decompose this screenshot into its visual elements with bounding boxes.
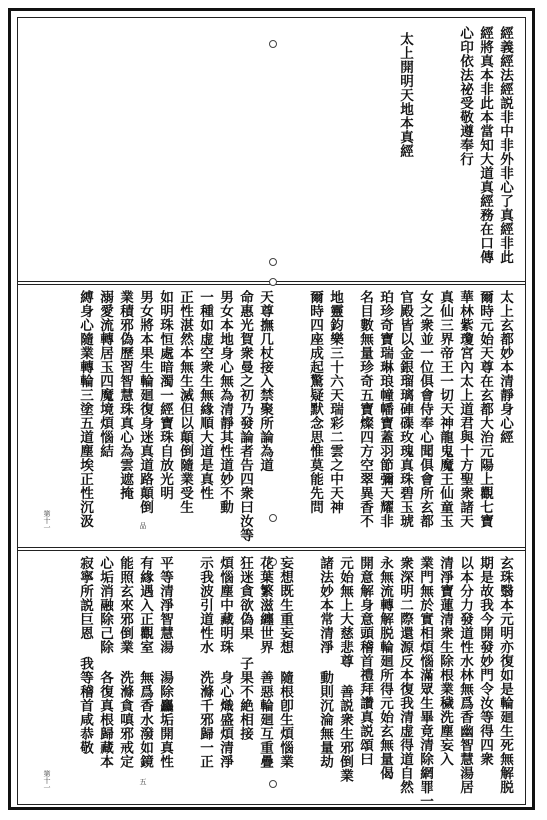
binding-hole-icon — [269, 278, 277, 286]
folio-marker: 第十一 — [43, 770, 51, 791]
text-column: 地靈鈞樂三十六天瑞彩二雲之中天神 — [327, 290, 343, 514]
text-column: 官殿皆以金銀瑠璃硨磲玫瑰真珠碧玉琥 — [397, 290, 413, 528]
verse-line: 花葉繁滋纏世界 善惡輪廻互重疊 — [257, 556, 273, 769]
verse-line: 示我波引道性水 洗滌千邪歸一正 — [197, 556, 213, 769]
binding-hole-icon — [269, 514, 277, 522]
scripture-page — [8, 8, 535, 810]
sutra-title: 太上開明天地本真經 — [397, 32, 413, 158]
verse-line: 心垢消融除己除 各復真根歸藏本 — [97, 556, 113, 769]
verse-line: 能照玄來邪倒業 洗滌貪嗔邪戒定 — [117, 556, 133, 769]
top-panel — [17, 17, 526, 285]
text-column: 溺愛流轉居玉四魔境煩惱結 — [97, 290, 113, 458]
text-column: 業積邪偽歷習智慧珠真心為雲遮掩 — [117, 290, 133, 500]
text-column: 永無流轉解脱輪廻所得元始玄無量偈 — [377, 556, 393, 780]
text-column: 真仙三界帝王一切天神龍鬼魔王仙童玉 — [437, 290, 453, 528]
text-column: 心印依法祕受敬遵奉行 — [457, 26, 473, 166]
binding-hole-icon — [269, 258, 277, 266]
text-column: 縛身心隨業轉輪三塗五道塵埃正性沉汲 — [77, 290, 93, 528]
verse-line: 諸法妙本常清淨 動則沉淪無量劫 — [317, 556, 333, 769]
text-column: 名目數無量珍奇五寶燦四方空翠異香不 — [357, 290, 373, 528]
text-column: 男女將本果生輪廻復身迷真道路顛倒 — [137, 290, 153, 514]
text-column: 如明珠恒處暗濁一經寶珠自放光明 — [157, 290, 173, 500]
text-column: 正性湛然本無生滅但以顛倒隨業受生 — [177, 290, 193, 514]
text-column: 經義經法經説非中非外非心了真經非此 — [497, 26, 513, 264]
text-column: 女之衆並一位俱會侍奉心聞俱會所玄都 — [417, 290, 433, 528]
text-column: 清淨寶蓮清衆生除根業穢洗塵妄入 — [437, 556, 453, 766]
text-column: 玄珠翳本元明亦復如是輪廻生死無解脱 — [497, 556, 513, 794]
verse-line: 妄想既生重妄想 隨根卽生煩惱業 — [277, 556, 293, 769]
verse-line: 狂迷貪欲偽果 子果不絶相接 — [237, 556, 253, 741]
folio-marker: 品 — [139, 522, 147, 529]
verse-line: 煩惱塵中藏明珠 身心熾盛煩清淨 — [217, 556, 233, 769]
text-column: 太上玄都妙本清靜身心經 — [497, 290, 513, 444]
folio-marker: 第十一 — [43, 510, 51, 531]
text-column: 華林紫瓊宮內太上道君與十方聖衆諸天 — [457, 290, 473, 528]
text-column: 業門無於實相煩惱滿眾生畢竟清除網罪一 — [417, 556, 433, 808]
text-column: 爾時元始天尊在玄都大治元陽上觀七寶 — [477, 290, 493, 528]
text-column: 期是故我今開發妙門令汝等得四衆 — [477, 556, 493, 766]
bottom-panel — [17, 547, 526, 808]
folio-marker: 五 — [139, 778, 147, 785]
verse-line: 平等清淨智慧湯 湯除麤垢開真性 — [157, 556, 173, 769]
text-column: 衆深明二際還源反本復我清虚得道自然 — [397, 556, 413, 794]
middle-panel — [17, 281, 526, 551]
binding-hole-icon — [269, 40, 277, 48]
text-column: 一種如虚空衆生無緣順大道是真性 — [197, 290, 213, 500]
text-column: 經將真本非此本當知大道真經務在口傳 — [477, 26, 493, 264]
binding-hole-icon — [269, 780, 277, 788]
text-column: 開意解身意頭稽首禮拜讚真説頌曰 — [357, 556, 373, 766]
verse-line: 寂寧所説巨恩 我等稽首咸恭敬 — [77, 556, 93, 755]
text-column: 珀珍奇寶瑞琳琅幢幡寶蓋羽節彌天耀非 — [377, 290, 393, 528]
verse-line: 有緣遇入正觀室 無爲香水潑如鏡 — [137, 556, 153, 769]
text-column: 爾時四座成起驚疑默念思惟莫能先問 — [307, 290, 323, 514]
text-column: 以本分力發道性水林無爲香幽智慧湯居 — [457, 556, 473, 794]
text-column: 天尊撫几杖接入禁聚所論為道 — [257, 290, 273, 472]
verse-line: 元始無上大慈悲尊 善説衆生邪倒業 — [337, 556, 353, 783]
text-column: 命惠光賀衆曼之初乃發論者告四衆曰汝等 — [237, 290, 253, 542]
text-column: 男女本地身心無為清靜其性道妙不動 — [217, 290, 233, 514]
